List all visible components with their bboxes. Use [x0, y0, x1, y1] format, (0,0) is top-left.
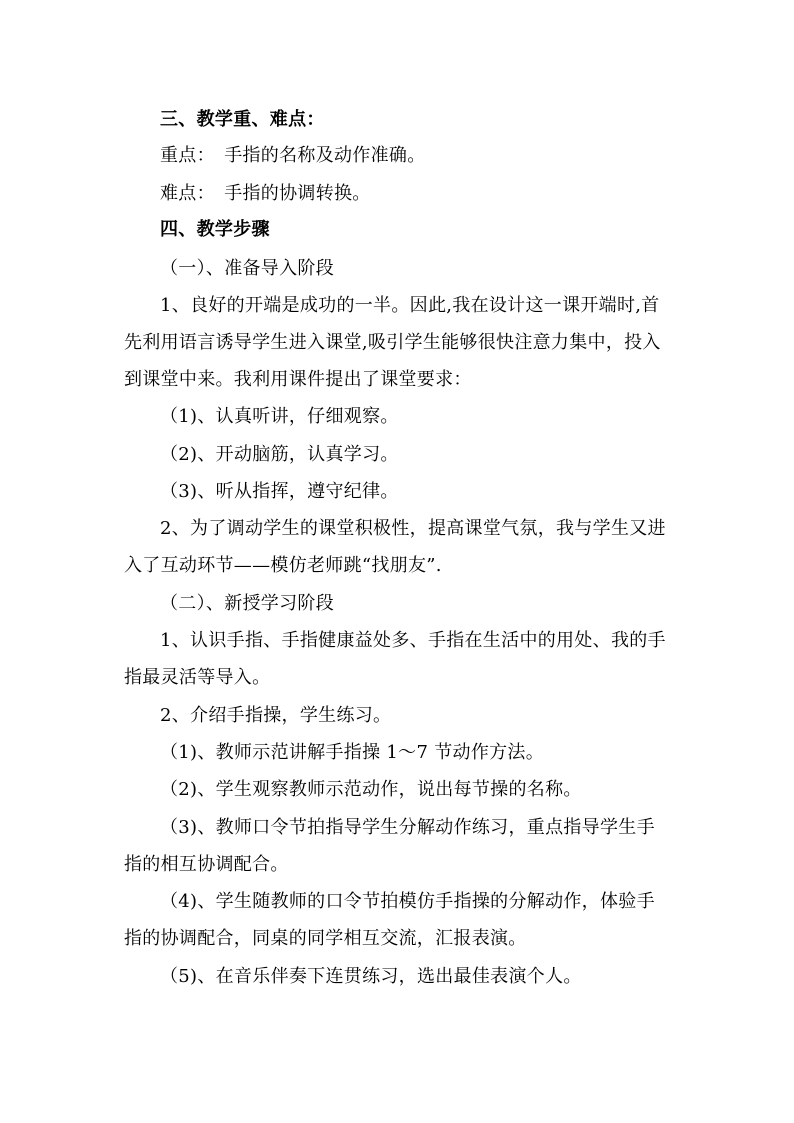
stage2-paragraph1-line1: 1、认识手指、手指健康益处多、手指在生活中的用处、我的手	[160, 630, 666, 651]
step-1: （1)、教师示范讲解手指操 1～7 节动作方法。	[160, 742, 545, 763]
stage1-paragraph1-line2: 先利用语言诱导学生进入课堂,吸引学生能够很快注意力集中，投入	[124, 332, 661, 353]
requirement-2: （2)、开动脑筋，认真学习。	[160, 444, 399, 465]
stage2-paragraph1-line2: 指最灵活等导入。	[124, 667, 271, 688]
stage1-paragraph2-line1: 2、为了调动学生的课堂积极性，提高课堂气氛，我与学生又进	[160, 518, 666, 539]
step-3-line1: （3)、教师口令节拍指导学生分解动作练习，重点指导学生手	[160, 817, 655, 838]
key-point-line: 重点： 手指的名称及动作准确。	[160, 145, 426, 166]
difficulty-line: 难点： 手指的协调转换。	[160, 183, 371, 204]
requirement-1: （1)、认真听讲，仔细观察。	[160, 406, 399, 427]
requirement-3: （3)、听从指挥，遵守纪律。	[160, 481, 399, 502]
step-3-line2: 指的相互协调配合。	[124, 854, 289, 875]
section3-heading: 三、教学重、难点：	[160, 109, 325, 130]
stage1-paragraph1-line1: 1、良好的开端是成功的一半。因此,我在设计这一课开端时,首	[160, 295, 660, 316]
step-5: （5)、在音乐伴奏下连贯练习，选出最佳表演个人。	[160, 966, 582, 987]
step-2: （2)、学生观察教师示范动作，说出每节操的名称。	[160, 779, 582, 800]
step-4-line1: （4)、学生随教师的口令节拍模仿手指操的分解动作，体验手	[160, 891, 655, 912]
step-4-line2: 指的协调配合，同桌的同学相互交流，汇报表演。	[124, 928, 527, 949]
stage1-paragraph1-line3: 到课堂中来。我利用课件提出了课堂要求：	[124, 369, 472, 390]
stage2-paragraph2: 2、介绍手指操，学生练习。	[160, 705, 392, 726]
section4-heading: 四、教学步骤	[160, 219, 270, 240]
stage2-heading: （二）、新授学习阶段	[160, 593, 334, 614]
stage1-heading: （一）、准备导入阶段	[160, 258, 334, 279]
stage1-paragraph2-line2: 入了互动环节——模仿老师跳“找朋友”.	[124, 555, 442, 576]
